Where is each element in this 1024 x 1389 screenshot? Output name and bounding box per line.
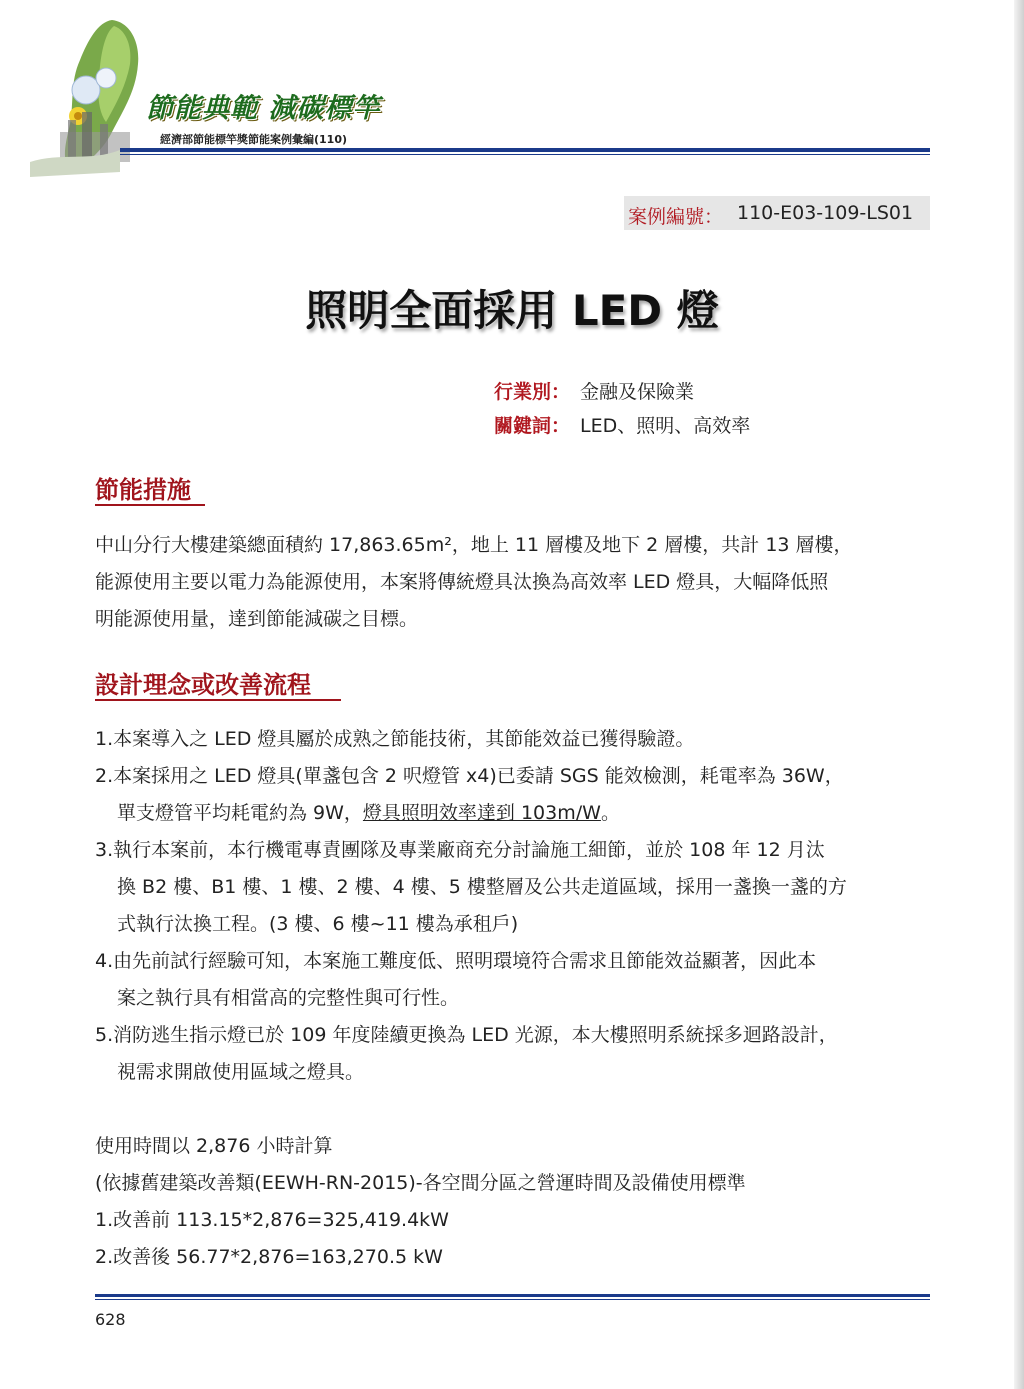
brand-title: 節能典範 減碳標竿	[146, 93, 381, 124]
page-edge	[1014, 0, 1024, 1389]
paragraph-line: 能源使用主要以電力為能源使用，本案將傳統燈具汰換為高效率 LED 燈具，大幅降低照	[95, 571, 829, 593]
page-title: 照明全面採用 LED 燈	[305, 286, 719, 335]
calc-line: 2.改善後 56.77*2,876=163,270.5 kW	[95, 1246, 443, 1268]
section-heading-design-concept: 設計理念或改善流程	[95, 671, 311, 699]
footer-rule	[95, 1294, 930, 1297]
keywords-label: 關鍵詞：	[494, 415, 571, 437]
header-rule-thin	[120, 154, 930, 155]
calc-line: 1.改善前 113.15*2,876=325,419.4kW	[95, 1209, 449, 1231]
list-item-continuation: 換 B2 樓、B1 樓、1 樓、2 樓、4 樓、5 樓整層及公共走道區域，採用一盞換一盞的方	[117, 876, 847, 898]
list-item: 1.本案導入之 LED 燈具屬於成熟之節能技術，其節能效益已獲得驗證。	[95, 728, 695, 750]
list-item: 4.由先前試行經驗可知，本案施工難度低、照明環境符合需求且節能效益顯著，因此本	[95, 950, 817, 972]
industry-label: 行業別：	[494, 381, 571, 403]
header-rule	[120, 148, 930, 152]
list-item-continuation: 視需求開啟使用區域之燈具。	[117, 1061, 365, 1083]
text-span: 單支燈管平均耗電約為 9W，	[117, 802, 363, 824]
page-number: 628	[95, 1310, 126, 1329]
text-span: 。	[600, 802, 620, 824]
case-number-label: 案例編號：	[628, 206, 724, 228]
list-item-continuation: 案之執行具有相當高的完整性與可行性。	[117, 987, 460, 1009]
section-heading-underline	[95, 504, 205, 506]
list-item: 5.消防逃生指示燈已於 109 年度陸續更換為 LED 光源，本大樓照明系統採多迴路設計，	[95, 1024, 838, 1046]
industry-value: 金融及保險業	[580, 381, 695, 403]
section-heading-underline	[95, 699, 341, 701]
list-item-continuation: 式執行汰換工程。(3 樓、6 樓~11 樓為承租戶)	[117, 913, 519, 935]
case-number-value: 110-E03-109-LS01	[737, 202, 914, 224]
section-heading-energy-measures: 節能措施	[95, 476, 191, 504]
list-item-continuation	[117, 798, 620, 825]
paragraph-line: 中山分行大樓建築總面積約 17,863.65m²，地上 11 層樓及地下 2 層樓，共計 13 層樓，	[95, 534, 853, 556]
list-item: 2.本案採用之 LED 燈具(單盞包含 2 呎燈管 x4)已委請 SGS 能效檢測，耗電率為 36W，	[95, 765, 844, 787]
calc-line: 使用時間以 2,876 小時計算	[95, 1135, 333, 1157]
list-item: 3.執行本案前，本行機電專責團隊及專業廠商充分討論施工細節，並於 108 年 12 月汰	[95, 839, 825, 861]
brand-subtitle: 經濟部節能標竿獎節能案例彙編(110)	[160, 133, 348, 146]
underlined-efficiency: 燈具照明效率達到 103m/W	[362, 802, 601, 824]
footer-rule-thin	[95, 1299, 930, 1300]
paragraph-line: 明能源使用量，達到節能減碳之目標。	[95, 608, 419, 630]
keywords-value: LED、照明、高效率	[580, 415, 751, 437]
calc-line: (依據舊建築改善類(EEWH-RN-2015)-各空間分區之營運時間及設備使用標準	[95, 1172, 746, 1194]
